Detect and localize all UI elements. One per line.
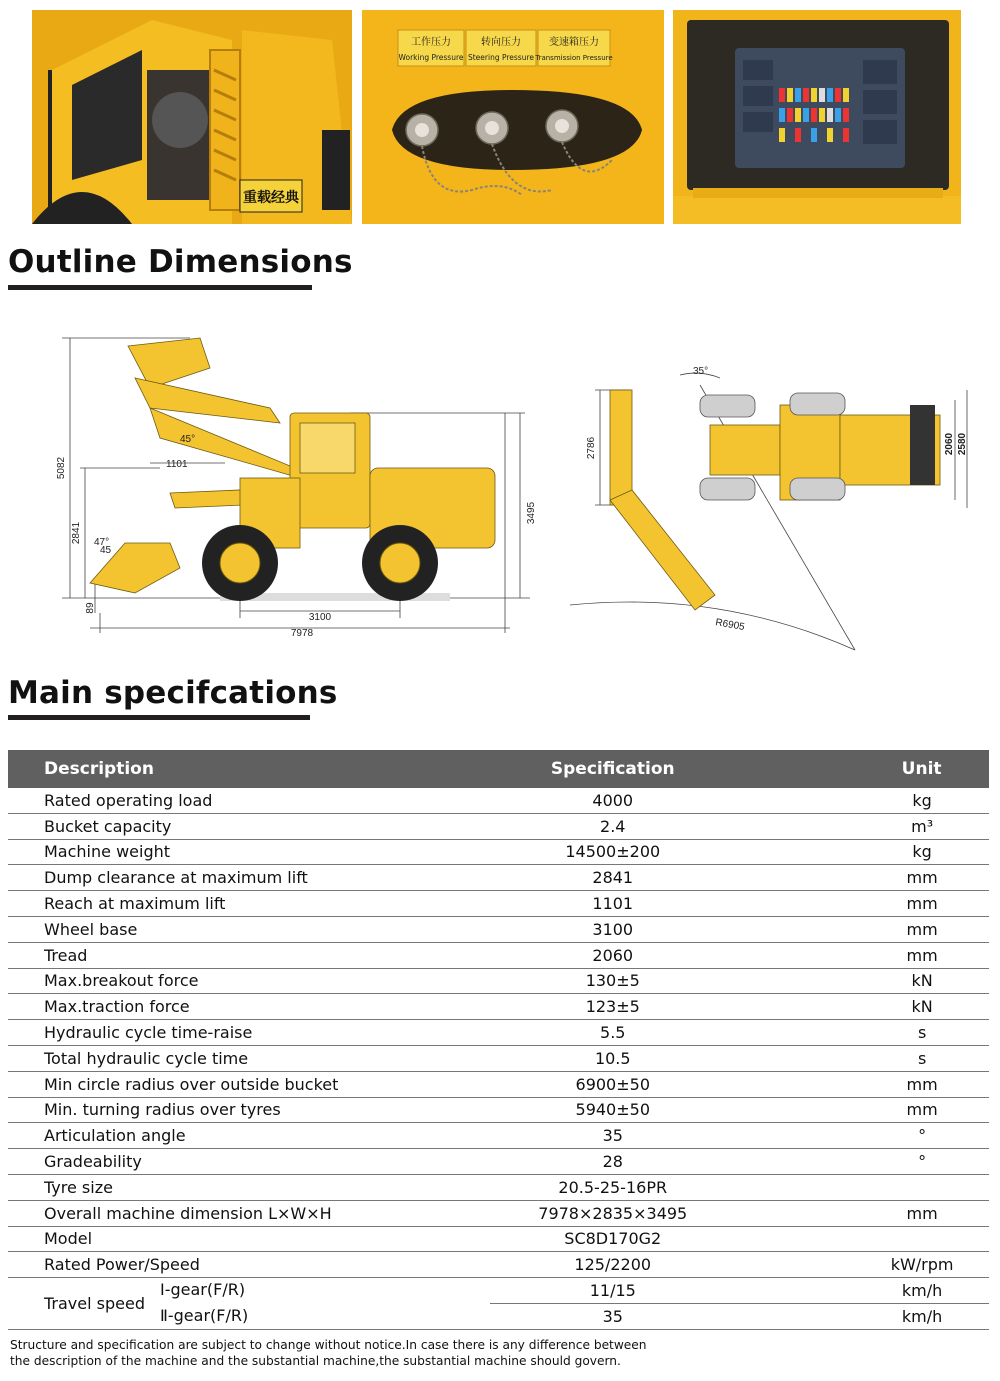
row-spec: 14500±200 <box>490 839 735 865</box>
dim-dig-depth: 89 <box>85 602 96 614</box>
photo-cab-door <box>32 10 352 224</box>
row-spec: 1101 <box>490 891 735 917</box>
row-unit: mm <box>735 1097 989 1123</box>
photo-fuse-box <box>673 10 961 224</box>
header-unit: Unit <box>735 750 989 788</box>
row-unit: ° <box>735 1123 989 1149</box>
footnote <box>10 1337 647 1369</box>
row-unit: kN <box>735 968 989 994</box>
row-unit: kN <box>735 994 989 1020</box>
row-spec: 10.5 <box>490 1045 735 1071</box>
dim-articulation: 35° <box>693 366 709 377</box>
dim-wheel-base: 3100 <box>308 612 332 623</box>
header-description: Description <box>8 750 490 788</box>
table-row <box>8 942 989 968</box>
photo-cab-illustration <box>32 10 352 224</box>
row-spec: SC8D170G2 <box>490 1226 735 1252</box>
main-specifications-title: Main specifcations <box>8 675 338 711</box>
row-spec: 2841 <box>490 865 735 891</box>
table-row <box>8 1252 989 1278</box>
row-unit: mm <box>735 1200 989 1226</box>
row-description: Min circle radius over outside bucket <box>8 1071 490 1097</box>
dim-radius: R6905 <box>714 617 746 634</box>
row-description: Rated operating load <box>8 788 490 813</box>
table-row <box>8 1200 989 1226</box>
travel-gear-2: Ⅱ-gear(F/R) <box>160 1306 249 1326</box>
pressure-ports-illustration <box>362 10 664 224</box>
row-spec: 2060 <box>490 942 735 968</box>
row-description: Rated Power/Speed <box>8 1252 490 1278</box>
outline-dimensions-title: Outline Dimensions <box>8 244 353 280</box>
travel-speed-cell <box>8 1278 490 1330</box>
row-unit: kW/rpm <box>735 1252 989 1278</box>
row-description: Wheel base <box>8 916 490 942</box>
table-row <box>8 839 989 865</box>
table-row <box>8 916 989 942</box>
row-spec: 5940±50 <box>490 1097 735 1123</box>
top-view-drawing <box>570 360 980 660</box>
row-spec: 6900±50 <box>490 1071 735 1097</box>
row-unit: s <box>735 1045 989 1071</box>
row-spec: 4000 <box>490 788 735 813</box>
table-row <box>8 813 989 839</box>
row-description: Reach at maximum lift <box>8 891 490 917</box>
row-spec: 7978×2835×3495 <box>490 1200 735 1226</box>
row-spec: 125/2200 <box>490 1252 735 1278</box>
table-row <box>8 1226 989 1252</box>
row-description: Hydraulic cycle time-raise <box>8 1020 490 1046</box>
row-unit: kg <box>735 788 989 813</box>
row-description: Machine weight <box>8 839 490 865</box>
dim-cab-height: 3495 <box>526 501 537 525</box>
row-description: Bucket capacity <box>8 813 490 839</box>
table-row <box>8 1097 989 1123</box>
row-description: Max.traction force <box>8 994 490 1020</box>
dim-bucket-width: 2786 <box>586 436 597 460</box>
label-working-cn: 工作压力 <box>411 37 451 48</box>
table-row <box>8 994 989 1020</box>
table-row <box>8 1174 989 1200</box>
row-description: Gradeability <box>8 1149 490 1175</box>
table-row <box>8 1071 989 1097</box>
side-view-drawing <box>50 328 540 648</box>
row-spec: 35 <box>490 1303 735 1329</box>
row-description: Tread <box>8 942 490 968</box>
header-specification: Specification <box>490 750 735 788</box>
photo-pressure-ports <box>362 10 664 224</box>
row-unit: mm <box>735 891 989 917</box>
table-row <box>8 865 989 891</box>
badge-text: 重载经典 <box>243 190 299 206</box>
row-unit <box>735 1174 989 1200</box>
outline-title-underline <box>8 285 312 290</box>
row-description: Overall machine dimension L×W×H <box>8 1200 490 1226</box>
row-unit: s <box>735 1020 989 1046</box>
dim-ground-angle-b: 45 <box>100 545 112 556</box>
label-steering-cn: 转向压力 <box>481 37 521 48</box>
travel-gear-1: Ⅰ-gear(F/R) <box>160 1280 246 1300</box>
footnote-line-1: Structure and specification are subject to change without notice.In case there is any difference between <box>10 1338 647 1352</box>
row-unit: mm <box>735 865 989 891</box>
row-spec: 5.5 <box>490 1020 735 1046</box>
fuse-box-illustration <box>673 10 961 224</box>
row-description: Tyre size <box>8 1174 490 1200</box>
label-transmission-en: Transmission Pressure <box>535 54 613 62</box>
table-row-travel-1 <box>8 1278 989 1304</box>
dim-height-total: 5082 <box>56 456 67 480</box>
row-description: Articulation angle <box>8 1123 490 1149</box>
specifications-table <box>8 750 989 1330</box>
row-unit: mm <box>735 1071 989 1097</box>
row-description: Dump clearance at maximum lift <box>8 865 490 891</box>
row-spec: 123±5 <box>490 994 735 1020</box>
row-spec: 35 <box>490 1123 735 1149</box>
row-spec: 28 <box>490 1149 735 1175</box>
dim-tread: 2060 <box>944 432 955 456</box>
dim-ground-angle-a: 47° <box>94 537 110 548</box>
row-unit: m³ <box>735 813 989 839</box>
row-spec: 20.5-25-16PR <box>490 1174 735 1200</box>
dim-dump-angle: 45° <box>180 434 196 445</box>
table-row <box>8 1045 989 1071</box>
dim-width: 2580 <box>957 432 968 456</box>
table-row <box>8 1123 989 1149</box>
table-header-row <box>8 750 989 788</box>
dim-dump-clearance: 2841 <box>71 521 82 545</box>
row-description: Model <box>8 1226 490 1252</box>
row-unit <box>735 1226 989 1252</box>
footnote-line-2: the description of the machine and the substantial machine,the substantial machine should govern. <box>10 1354 621 1368</box>
row-unit: ° <box>735 1149 989 1175</box>
row-spec: 2.4 <box>490 813 735 839</box>
dim-reach: 1101 <box>166 459 188 470</box>
travel-speed-label: Travel speed <box>44 1293 145 1313</box>
row-description: Total hydraulic cycle time <box>8 1045 490 1071</box>
label-steering-en: Steering Pressure <box>467 53 535 62</box>
specs-title-underline <box>8 715 310 720</box>
label-transmission-cn: 变速箱压力 <box>549 37 599 48</box>
table-row <box>8 1020 989 1046</box>
row-unit: km/h <box>735 1278 989 1304</box>
row-spec: 11/15 <box>490 1278 735 1304</box>
label-working-en: Working Pressure <box>398 53 464 62</box>
row-spec: 3100 <box>490 916 735 942</box>
row-unit: mm <box>735 916 989 942</box>
table-row <box>8 968 989 994</box>
dim-length: 7978 <box>290 628 314 639</box>
row-description: Min. turning radius over tyres <box>8 1097 490 1123</box>
table-row <box>8 891 989 917</box>
table-row <box>8 788 989 813</box>
row-spec: 130±5 <box>490 968 735 994</box>
table-row <box>8 1149 989 1175</box>
row-description: Max.breakout force <box>8 968 490 994</box>
row-unit: mm <box>735 942 989 968</box>
row-unit: km/h <box>735 1303 989 1329</box>
row-unit: kg <box>735 839 989 865</box>
